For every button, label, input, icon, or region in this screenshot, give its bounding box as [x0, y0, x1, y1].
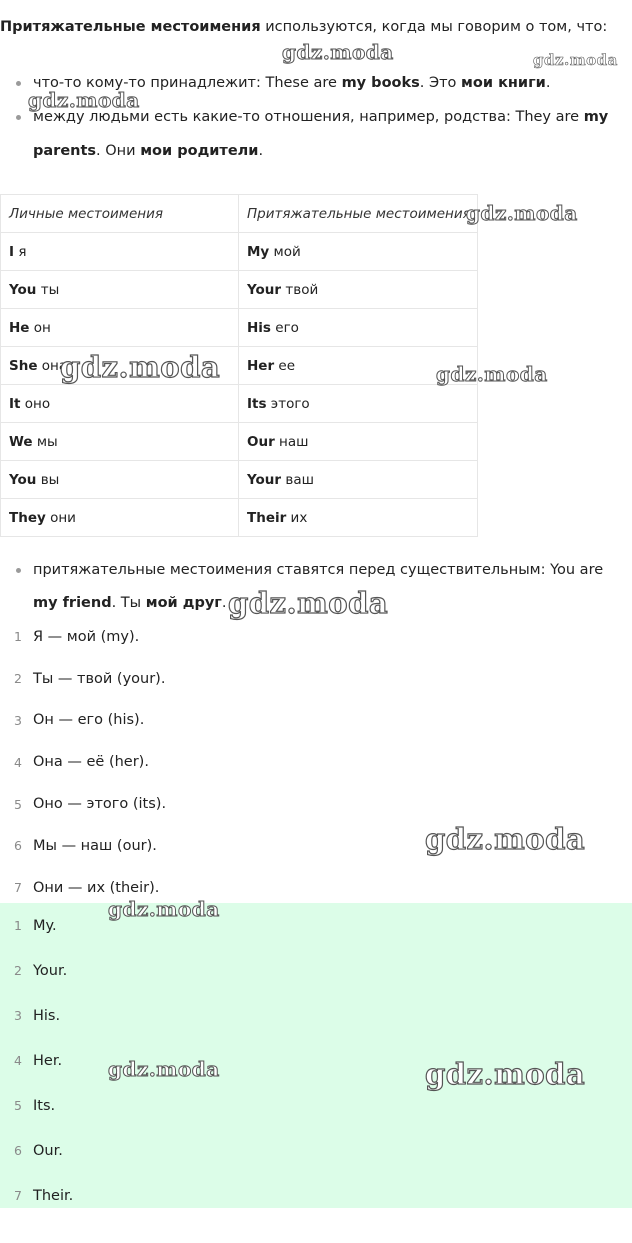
table-cell	[239, 461, 478, 499]
table-row	[1, 271, 478, 309]
table-cell	[1, 423, 239, 461]
list-item	[0, 658, 632, 700]
bullet-text: . Ты	[111, 595, 146, 611]
table-cell	[1, 385, 239, 423]
table-cell	[1, 461, 239, 499]
cell-english: His	[247, 319, 271, 336]
list-text: Мы — наш (our).	[33, 837, 157, 854]
list-text: Он — его (his).	[33, 712, 145, 729]
cell-english: Our	[247, 433, 275, 450]
list-text: Ты — твой (your).	[33, 670, 166, 687]
cell-russian: оно	[20, 395, 51, 412]
answer-number: 2	[14, 963, 22, 978]
cell-russian: ее	[274, 357, 296, 374]
answer-item	[0, 1128, 632, 1173]
list-number: 3	[14, 712, 22, 728]
watermark: gdz.moda	[425, 1057, 586, 1091]
cell-english: Its	[247, 395, 267, 412]
header-possessive: Притяжательные местоимения	[239, 195, 478, 233]
answer-item	[0, 1173, 632, 1218]
watermark: gdz.moda	[60, 350, 221, 384]
cell-russian: я	[14, 243, 27, 260]
cell-english: My	[247, 243, 270, 260]
answer-item	[0, 993, 632, 1038]
answer-text: His.	[33, 1007, 61, 1024]
list-item	[0, 783, 632, 825]
cell-russian: он	[29, 319, 51, 336]
cell-english: Their	[247, 509, 287, 526]
answer-text: My.	[33, 917, 57, 934]
answer-text: Her.	[33, 1052, 63, 1069]
answer-text: Our.	[33, 1142, 63, 1159]
cell-russian: наш	[274, 433, 309, 450]
table-cell	[239, 309, 478, 347]
list-number: 5	[14, 796, 22, 812]
intro-bold: Притяжательные местоимения	[0, 19, 261, 35]
cell-english: Your	[247, 281, 282, 298]
bullet-bold: my friend	[33, 595, 112, 611]
cell-russian: они	[45, 509, 76, 526]
bullet-text: между людьми есть какие-то отношения, например, родства: They are	[33, 109, 584, 125]
cell-russian: мы	[32, 433, 58, 450]
table-cell	[239, 233, 478, 271]
answer-number: 3	[14, 1008, 22, 1023]
cell-russian: его	[270, 319, 299, 336]
answer-number: 6	[14, 1143, 22, 1158]
cell-english: He	[9, 319, 30, 336]
table-cell	[239, 271, 478, 309]
list-item	[0, 616, 632, 658]
watermark: gdz.moda	[108, 1057, 220, 1081]
table-row	[1, 423, 478, 461]
table-cell	[1, 309, 239, 347]
table-row	[1, 461, 478, 499]
cell-russian: вы	[36, 471, 60, 488]
list-number: 1	[14, 629, 22, 645]
watermark: gdz.moda	[228, 586, 389, 620]
list-item	[0, 700, 632, 742]
answer-item	[0, 948, 632, 993]
cell-english: We	[9, 433, 33, 450]
list-number: 4	[14, 754, 22, 770]
table-row	[1, 499, 478, 537]
answer-text: Your.	[33, 962, 68, 979]
answer-number: 5	[14, 1098, 22, 1113]
watermark: gdz.moda	[108, 897, 220, 921]
cell-english: I	[9, 243, 15, 260]
cell-english: You	[9, 281, 37, 298]
bullet-bold: мой друг	[145, 595, 222, 611]
watermark: gdz.moda	[282, 40, 394, 64]
cell-english: Her	[247, 357, 275, 374]
list-number: 2	[14, 671, 22, 687]
cell-russian: их	[286, 509, 308, 526]
cell-russian: ваш	[281, 471, 314, 488]
cell-russian: мой	[269, 243, 301, 260]
intro-text: используются, когда мы говорим о том, что:	[260, 19, 608, 35]
bullet-text: .	[258, 143, 264, 159]
answer-text: Their.	[33, 1187, 74, 1204]
list-text: Оно — этого (its).	[33, 796, 167, 813]
table-cell	[1, 233, 239, 271]
watermark: gdz.moda	[28, 88, 140, 112]
table-row	[1, 309, 478, 347]
list-text: Она — её (her).	[33, 754, 149, 771]
explanation-list	[0, 616, 632, 909]
usage-bullet-list	[0, 66, 632, 168]
intro-paragraph	[0, 17, 607, 37]
bullet-bold: мои книги	[461, 75, 546, 91]
table-header-row	[1, 195, 478, 233]
cell-english: They	[9, 509, 46, 526]
table-cell	[1, 271, 239, 309]
bullet-text: .	[221, 595, 227, 611]
cell-english: It	[9, 395, 21, 412]
watermark: gdz.moda	[466, 201, 578, 225]
answer-item	[0, 903, 632, 948]
list-text: Я — мой (my).	[33, 628, 140, 645]
answer-block	[0, 903, 632, 1208]
bullet-text: . Они	[96, 143, 141, 159]
table-cell	[1, 499, 239, 537]
cell-russian: она	[37, 357, 68, 374]
table-row	[1, 385, 478, 423]
table-cell	[239, 423, 478, 461]
header-personal: Личные местоимения	[1, 195, 239, 233]
table-row	[1, 233, 478, 271]
bullet-text: .	[545, 75, 551, 91]
bullet-text: притяжательные местоимения ставятся перед существительным: You are	[33, 562, 604, 578]
list-number: 7	[14, 880, 22, 896]
answer-number: 1	[14, 918, 22, 933]
list-number: 6	[14, 838, 22, 854]
cell-russian: этого	[266, 395, 310, 412]
watermark: gdz.moda	[533, 51, 618, 69]
bullet-bold: my parents	[33, 109, 609, 159]
table-cell	[239, 499, 478, 537]
answer-number: 4	[14, 1053, 22, 1068]
watermark: gdz.moda	[436, 362, 548, 386]
cell-english: She	[9, 357, 38, 374]
table-cell	[239, 385, 478, 423]
cell-english: Your	[247, 471, 282, 488]
bullet-text: что-то кому-то принадлежит: These are	[33, 75, 342, 91]
bullet-bold: my books	[341, 75, 420, 91]
bullet-text: . Это	[419, 75, 462, 91]
answer-number: 7	[14, 1188, 22, 1203]
answer-text: Its.	[33, 1097, 56, 1114]
cell-english: You	[9, 471, 37, 488]
list-text: Они — их (their).	[33, 879, 160, 896]
list-item	[0, 741, 632, 783]
watermark: gdz.moda	[425, 822, 586, 856]
cell-russian: твой	[281, 281, 319, 298]
cell-russian: ты	[36, 281, 60, 298]
bullet-bold: мои родители	[140, 143, 259, 159]
